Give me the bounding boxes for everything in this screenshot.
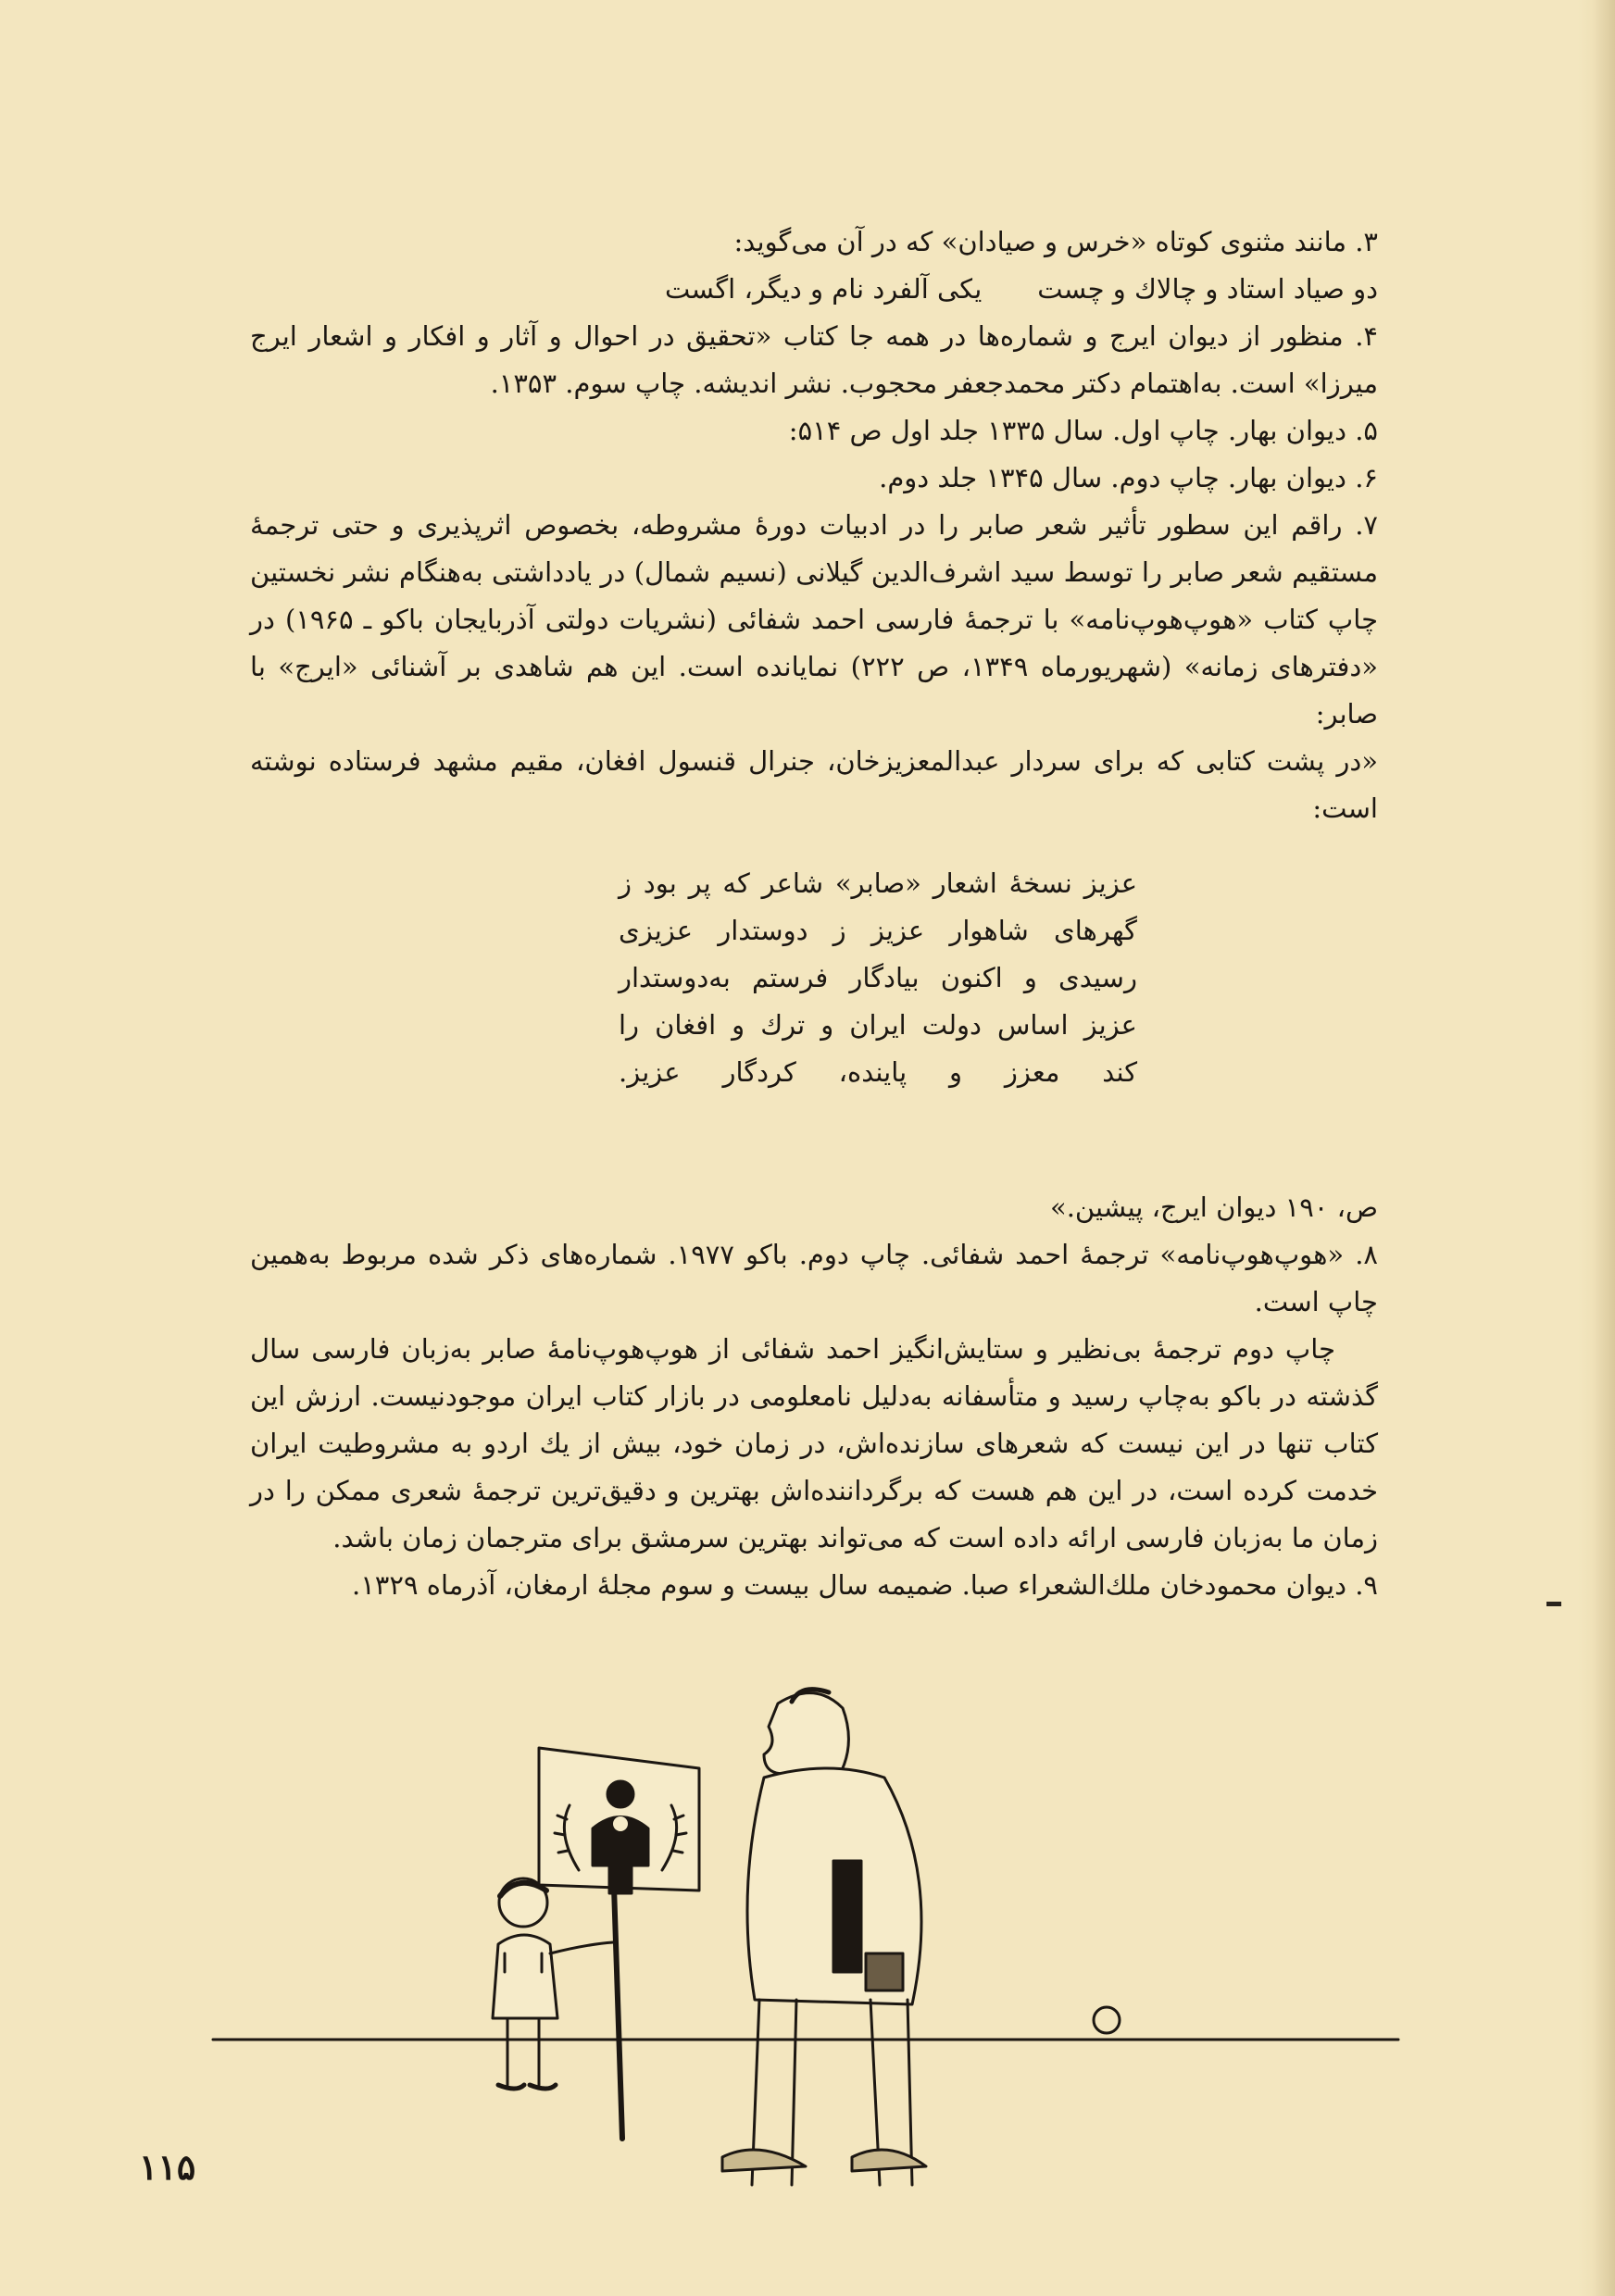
sign-board	[539, 1748, 699, 2139]
verse-hemistich-right: دو صیاد استاد و چالاك و چست	[1037, 273, 1378, 305]
footnote-8: ۸. «هوپ‌هوپ‌نامه» ترجمهٔ احمد شفائی. چاپ دوم. باکو ۱۹۷۷. شماره‌های ذکر شده مربوط به‌همین چاپ است.	[250, 1239, 1378, 1317]
poem-line: عزیز نسخهٔ اشعار «صابر» شاعر که پر بود ز	[619, 867, 1137, 899]
footnotes-block	[250, 218, 1378, 1609]
edge-mark	[1546, 1602, 1561, 1606]
poem-line: عزیز اساس دولت ایران و ترك و افغان را	[619, 1009, 1137, 1041]
footnote-5: ۵. دیوان بهار. چاپ اول. سال ۱۳۳۵ جلد اول ص ۵۱۴:	[788, 415, 1378, 446]
poem-line: کند معزز و پاینده، کردگار عزیز.	[619, 1056, 1137, 1088]
footnote-8-paragraph: چاپ دوم ترجمهٔ بی‌نظیر و ستایش‌انگیز احمد شفائی از هوپ‌هوپ‌نامهٔ صابر به‌زبان فارسی سال گذشته در باکو به‌چاپ رسید و متأسفانه به‌دلیل نامعلومی در بازار کتاب ایران موجودنیست. ارزش این کتاب تنها در این نیست که شعرهای سازنده‌اش، در زمان خود، بیش از یك اردو به مشروطیت ایران خدمت کرده است، در این هم هست که برگردانند‌ه‌اش بهترین و دقیق‌ترین ترجمهٔ شعری ممکن را در زمان ما به‌زبان فارسی ارائه داده است که می‌تواند بهترین سرمشق برای مترجمان زمان باشد.	[250, 1333, 1378, 1554]
poem-line: رسیدی و اکنون بیادگار فرستم به‌دوستدار	[619, 962, 1137, 993]
man-figure	[722, 1690, 926, 2185]
quote-intro: «در پشت کتابی که برای سردار عبدالمعزیزخان، جنرال قنسول افغان، مقیم مشهد فرستاده نوشته است:	[250, 745, 1378, 824]
footnote-6: ۶. دیوان بهار. چاپ دوم. سال ۱۳۴۵ جلد دوم.	[879, 462, 1378, 493]
artist-signature	[1094, 2007, 1120, 2033]
footnote-7: ۷. راقم این سطور تأثیر شعر صابر را در ادبیات دورهٔ مشروطه، بخصوص اثرپذیری و حتی ترجمهٔ مستقیم شعر صابر را توسط سید اشرف‌الدین گیلانی (نسیم شمال) در یادداشتی به‌هنگام نشر نخستین چاپ کتاب «هوپ‌هوپ‌نامه» با ترجمهٔ فارسی احمد شفائی (نشریات دولتی آذربایجان باکو ـ ۱۹۶۵) در «دفترهای زمانه» (شهریورماه ۱۳۴۹، ص ۲۲۲) نمایانده است. این هم شاهدی بر آشنائی «ایرج» با صابر:	[250, 509, 1379, 730]
poem	[619, 860, 1137, 1096]
footnote-9: ۹. دیوان محمودخان ملك‌الشعراء صبا. ضمیمه سال بیست و سوم مجلهٔ ارمغان، آذرماه ۱۳۲۹.	[352, 1569, 1378, 1601]
footnote-4: ۴. منظور از دیوان ایرج و شماره‌ها در همه جا کتاب «تحقیق در احوال و آثار و افکار و اشعار ایرج میرزا» است. به‌اهتمام دکتر محمدجعفر محجوب. نشر اندیشه. چاپ سوم. ۱۳۵۳.	[250, 320, 1378, 399]
poem-reference: ص، ۱۹۰ دیوان ایرج، پیشین.»	[1049, 1192, 1378, 1223]
poem-line: گهرهای شاهوار عزیز ز دوستدار عزیزی	[619, 915, 1137, 946]
page-number: ۱۱۵	[139, 2146, 196, 2188]
boy-figure	[493, 1878, 613, 2089]
page-edge-shadow	[1578, 0, 1615, 2296]
cartoon-illustration	[204, 1676, 1408, 2194]
footnote-3: ۳. مانند مثنوی کوتاه «خرس و صیادان» که در آن می‌گوید:	[733, 226, 1378, 257]
verse-hemistich-left: یکی آلفرد نام و دیگر، اگست	[665, 273, 983, 305]
verse-line	[250, 266, 1378, 313]
